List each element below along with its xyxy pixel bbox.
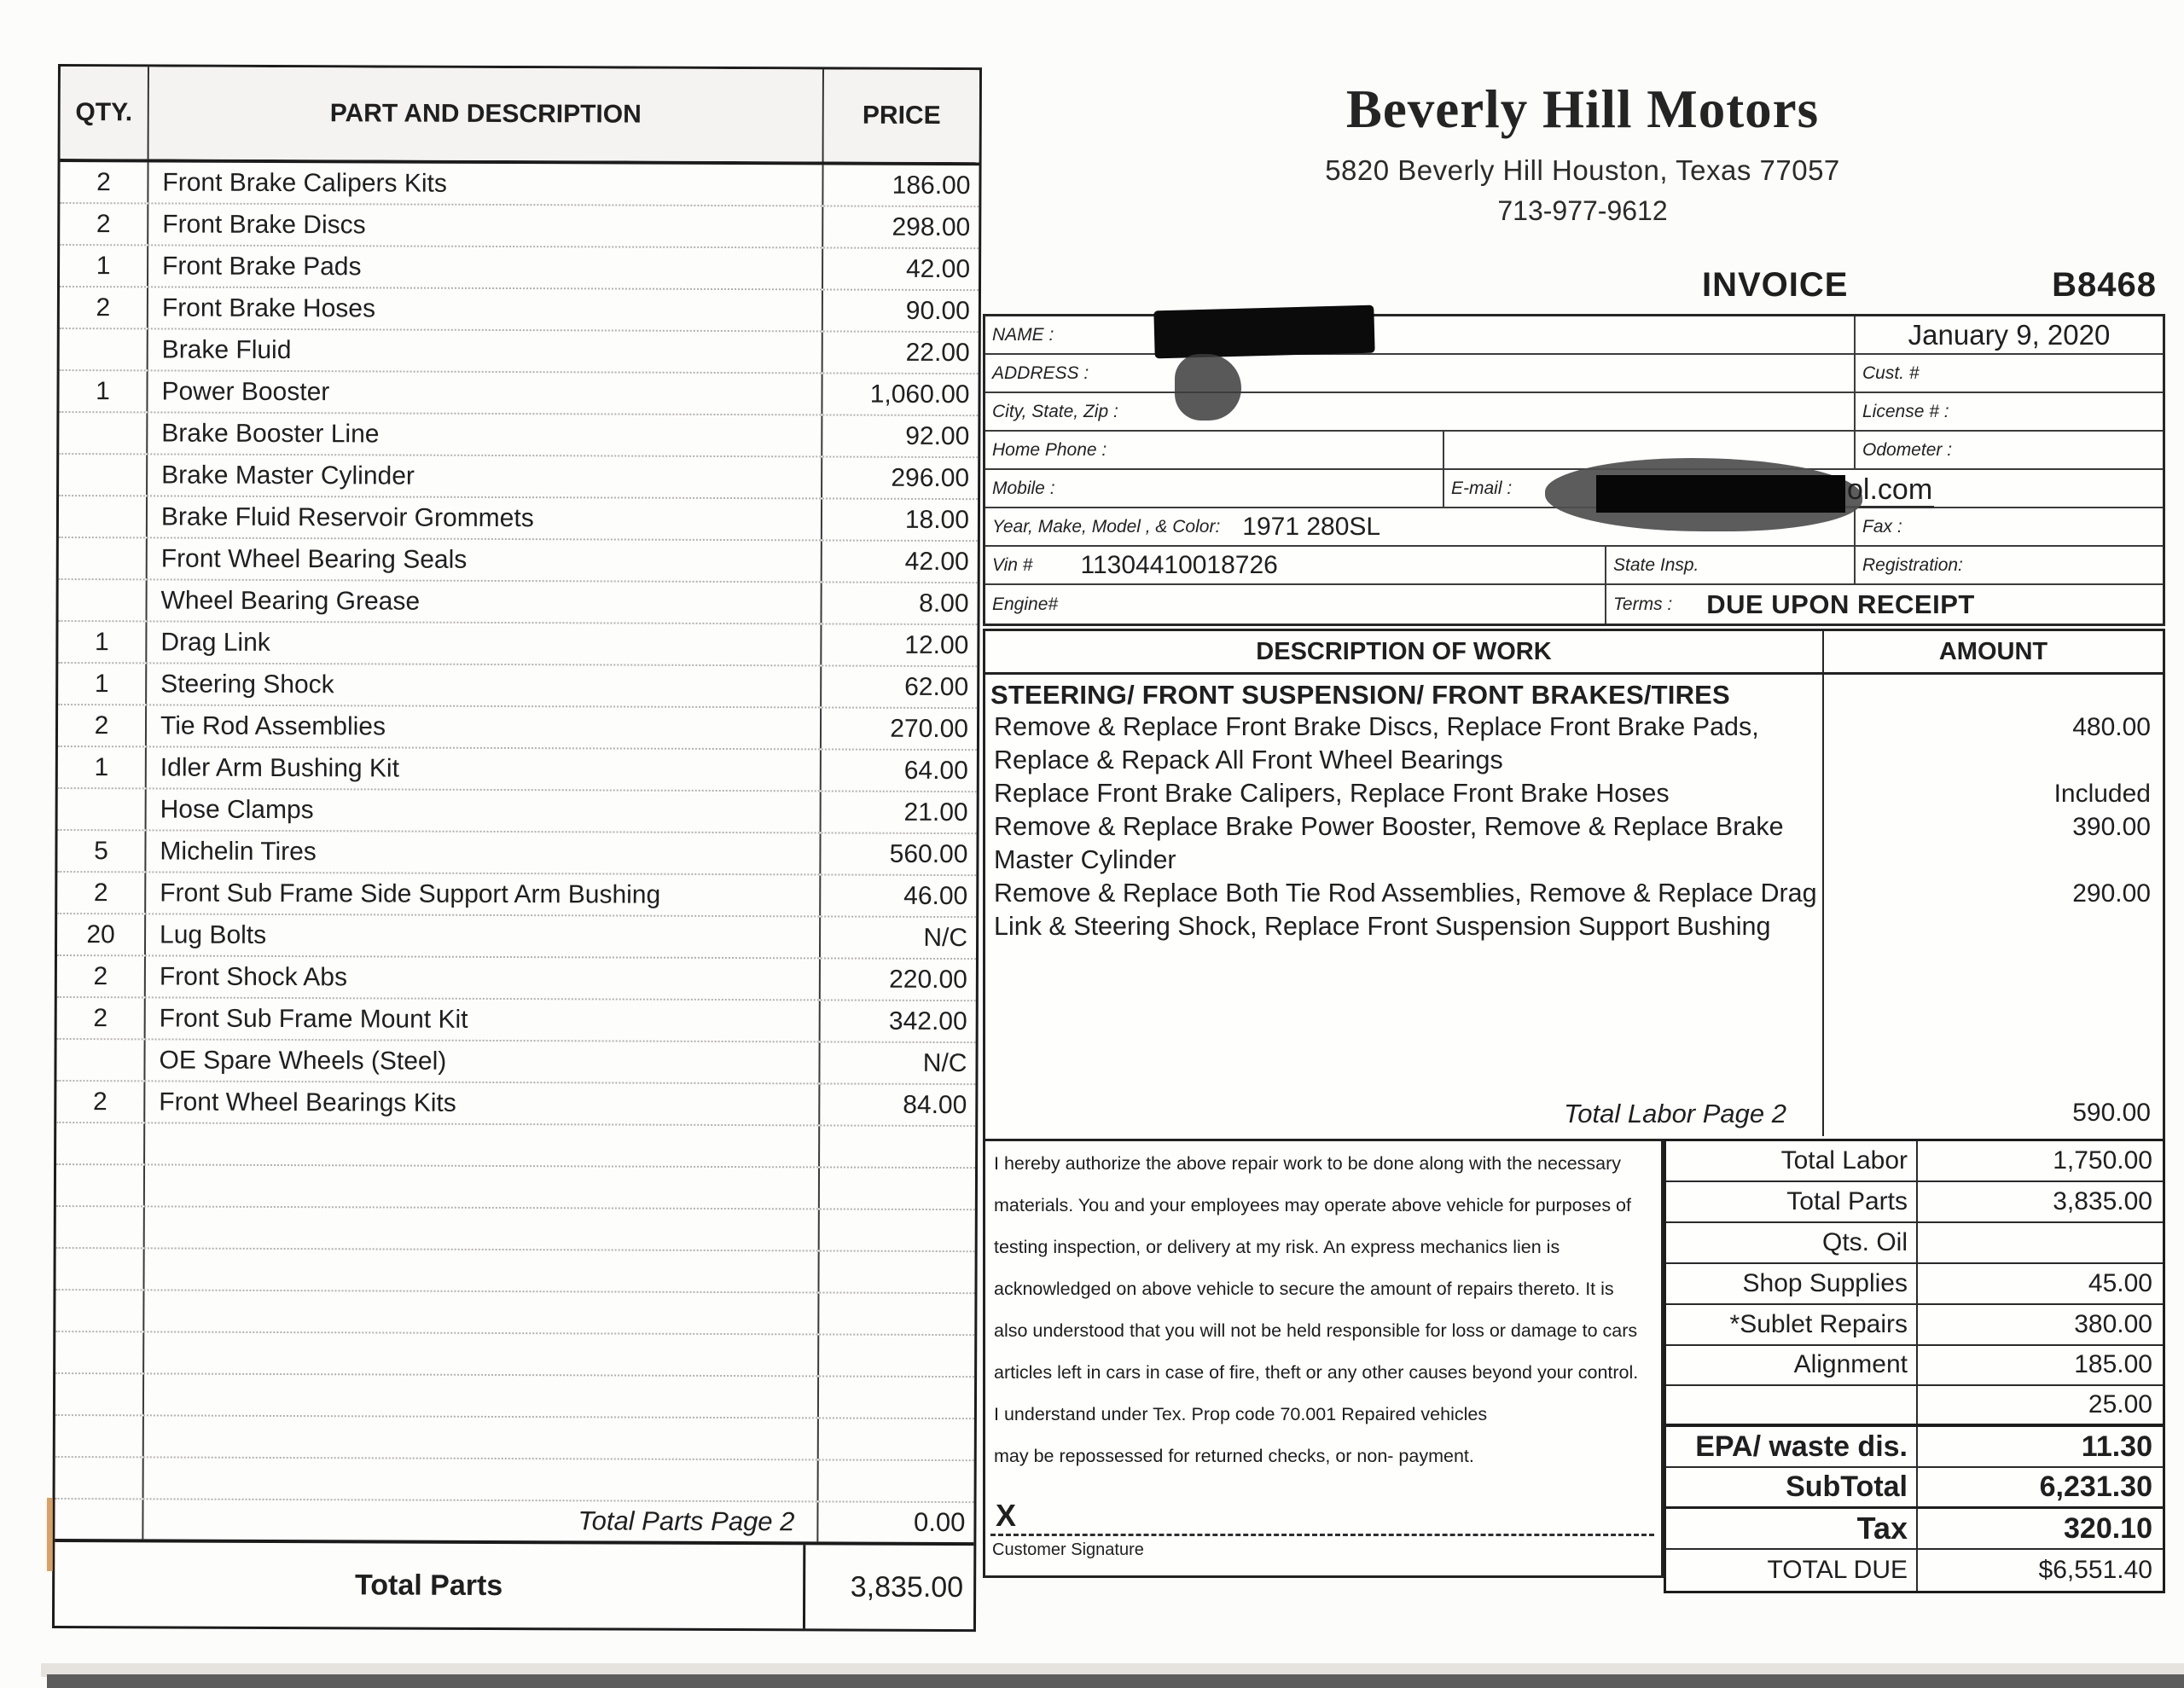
email-redaction-bar <box>1596 475 1845 513</box>
part-price: 64.00 <box>903 756 968 785</box>
part-price: 22.00 <box>905 338 970 367</box>
license-field <box>1856 393 2163 430</box>
empty-row <box>56 1165 975 1210</box>
part-price: 298.00 <box>892 212 971 241</box>
redaction-smudge <box>1175 354 1241 421</box>
description-header: PART AND DESCRIPTION <box>149 67 824 161</box>
vehicle-label: Year, Make, Model , & Color: <box>992 516 1221 537</box>
part-description: Hose Clamps <box>147 789 822 832</box>
registration-label: Registration: <box>1862 554 1963 575</box>
totals-row-amount: 6,551.40 <box>2053 1556 2152 1585</box>
work-item-amount: 480.00 <box>2072 713 2151 741</box>
part-qty <box>59 413 148 453</box>
work-section-title: STEERING/ FRONT SUSPENSION/ FRONT BRAKES/TIRES <box>990 680 1730 710</box>
authorization-line: materials. You and your employees may operate above vehicle for purposes of <box>994 1195 1631 1215</box>
part-qty: 20 <box>57 914 146 954</box>
total-parts-page2-value: 0.00 <box>914 1506 966 1538</box>
part-description: Front Brake Hoses <box>148 287 823 330</box>
totals-row <box>1666 1386 2163 1427</box>
mobile-label: Mobile : <box>992 478 1055 498</box>
name-label: NAME : <box>992 324 1054 345</box>
part-price: 46.00 <box>903 881 968 910</box>
customer-info-form <box>983 314 2165 626</box>
part-description: Front Shock Abs <box>146 956 821 999</box>
vin-field <box>985 547 1606 583</box>
part-qty: 2 <box>57 998 146 1038</box>
totals-row-amount: 11.30 <box>2081 1430 2152 1463</box>
empty-row <box>55 1332 974 1378</box>
empty-row <box>55 1249 974 1294</box>
part-qty: 2 <box>56 1082 145 1122</box>
mobile-field <box>985 470 1444 507</box>
part-qty: 1 <box>58 664 147 704</box>
empty-row <box>55 1458 974 1503</box>
terms-value: DUE UPON RECEIPT <box>1706 589 1975 619</box>
authorization-line: I understand under Tex. Prop code 70.001 Repaired vehicles <box>994 1404 1488 1424</box>
address-field <box>985 355 1856 392</box>
totals-row-value <box>1918 1386 2163 1424</box>
totals-row <box>1666 1305 2163 1346</box>
part-price: 42.00 <box>904 547 969 576</box>
totals-row-label: TOTAL DUE <box>1666 1550 1918 1591</box>
company-name: Beverly Hill Motors <box>1345 79 1820 139</box>
part-row <box>60 162 979 207</box>
state-insp-field <box>1606 547 1856 583</box>
work-table-header <box>985 631 2163 675</box>
part-price: 186.00 <box>892 171 971 200</box>
authorization-line: also understood that you will not be held responsible for loss or damage to cars <box>994 1320 1638 1341</box>
part-price: 220.00 <box>889 965 967 994</box>
company-header <box>1135 78 2030 227</box>
part-row <box>56 1040 975 1085</box>
part-price: N/C <box>923 923 968 952</box>
part-row <box>60 204 979 249</box>
part-qty: 5 <box>57 831 146 871</box>
totals-row-amount: 380.00 <box>2074 1309 2152 1338</box>
cust-number-label: Cust. # <box>1862 363 1920 383</box>
totals-row <box>1666 1509 2163 1550</box>
totals-row <box>1666 1550 2163 1591</box>
part-row <box>60 329 979 374</box>
state-insp-label: State Insp. <box>1613 554 1699 575</box>
totals-row-value <box>1918 1468 2163 1506</box>
signature-line <box>990 1534 1654 1536</box>
part-row <box>57 914 976 960</box>
engine-label: Engine# <box>992 594 1059 614</box>
parts-rows <box>56 162 979 1127</box>
invoice-title-row <box>1702 266 2157 305</box>
work-table-body <box>985 675 2163 1136</box>
part-description: Wheel Bearing Grease <box>147 580 822 623</box>
authorization-line: may be repossessed for returned checks, or non- payment. <box>994 1446 1474 1466</box>
address-label: ADDRESS : <box>992 363 1089 383</box>
amount-column-divider <box>1822 675 1824 1136</box>
authorization-text <box>985 1141 1661 1488</box>
invoice-date: January 9, 2020 <box>1908 318 2111 351</box>
amount-header: AMOUNT <box>1938 637 2048 665</box>
form-row-home-phone <box>985 432 2163 470</box>
totals-row-label <box>1666 1386 1918 1424</box>
price-header: PRICE <box>824 69 979 162</box>
part-price: 296.00 <box>891 463 970 492</box>
totals-row-label: Tax <box>1666 1509 1918 1548</box>
part-row <box>58 580 977 625</box>
terms-field <box>1606 585 2163 624</box>
scan-edge-artifact <box>47 1498 53 1571</box>
part-description: Front Wheel Bearings Kits <box>145 1082 820 1124</box>
totals-row-amount: 25.00 <box>2088 1390 2152 1419</box>
totals-row-label: Alignment <box>1666 1346 1918 1385</box>
part-qty: 1 <box>58 622 147 662</box>
authorization-line: articles left in cars in case of fire, theft or any other causes beyond your control. <box>994 1362 1639 1383</box>
totals-row-value <box>1918 1264 2163 1303</box>
part-price: 92.00 <box>905 421 970 450</box>
empty-row <box>55 1416 974 1461</box>
part-qty: 1 <box>58 747 147 787</box>
empty-row <box>56 1207 975 1252</box>
totals-row-value <box>1918 1427 2163 1466</box>
engine-field <box>985 585 1606 624</box>
part-price: N/C <box>922 1048 967 1077</box>
work-item-description: Remove & Replace Brake Power Booster, Remove & Replace Brake Master Cylinder <box>994 812 1784 874</box>
part-qty <box>60 329 148 369</box>
currency-symbol: $ <box>2038 1556 2053 1585</box>
total-parts-page2-label: Total Parts Page 2 <box>143 1499 818 1541</box>
totals-row-amount: 6,231.30 <box>2039 1470 2152 1504</box>
totals-row-value <box>1918 1550 2163 1591</box>
vin-label: Vin # <box>992 554 1033 575</box>
total-parts-value: 3,835.00 <box>850 1570 964 1604</box>
part-description: Lug Bolts <box>146 914 821 957</box>
company-address: 5820 Beverly Hill Houston, Texas 77057 <box>1325 154 1840 186</box>
part-price: 560.00 <box>889 839 968 868</box>
email-visible-text: ol.com <box>1847 473 1933 506</box>
odometer-label: Odometer : <box>1862 439 1953 460</box>
totals-row <box>1666 1141 2163 1182</box>
totals-row-value <box>1918 1305 2163 1344</box>
part-row <box>59 538 978 583</box>
authorization-line: testing inspection, or delivery at my risk. An express mechanics lien is <box>994 1237 1560 1257</box>
part-description: Drag Link <box>147 622 822 664</box>
part-qty <box>58 789 147 829</box>
totals-row-amount: 3,835.00 <box>2053 1186 2152 1215</box>
city-state-zip-label: City, State, Zip : <box>992 401 1118 421</box>
totals-table <box>1664 1139 2165 1593</box>
totals-row-label: SubTotal <box>1666 1468 1918 1506</box>
totals-row <box>1666 1427 2163 1468</box>
work-item-amount: 390.00 <box>2072 813 2151 841</box>
part-row <box>60 246 979 291</box>
email-field <box>1444 470 2163 507</box>
part-description: Michelin Tires <box>146 831 821 873</box>
fax-field <box>1856 508 2163 545</box>
part-price: 18.00 <box>904 505 970 534</box>
total-parts-row <box>55 1542 973 1629</box>
part-row <box>58 705 977 751</box>
authorization-line: I hereby authorize the above repair work to be done along with the necessary <box>994 1153 1622 1174</box>
part-price: 21.00 <box>903 798 968 827</box>
home-phone-field <box>985 432 1444 468</box>
totals-row-label: EPA/ waste dis. <box>1666 1427 1918 1466</box>
totals-row-amount: 1,750.00 <box>2053 1146 2152 1175</box>
part-price: 8.00 <box>919 589 969 618</box>
form-row-name <box>985 316 2163 355</box>
cust-number-field <box>1856 355 2163 392</box>
form-row-mobile-email <box>985 470 2163 508</box>
totals-row-value <box>1918 1182 2163 1221</box>
totals-row-value <box>1918 1509 2163 1548</box>
part-row <box>59 371 978 416</box>
totals-row-label: Total Labor <box>1666 1141 1918 1180</box>
part-qty <box>59 455 148 495</box>
part-price: 84.00 <box>903 1090 967 1119</box>
work-item-amount: 290.00 <box>2072 879 2151 908</box>
part-row <box>58 747 977 792</box>
part-description: Front Sub Frame Mount Kit <box>146 998 821 1041</box>
work-item-amount: Included <box>2053 780 2151 808</box>
parts-table <box>52 64 982 1632</box>
totals-row-label: *Sublet Repairs <box>1666 1305 1918 1344</box>
part-description: Idler Arm Bushing Kit <box>147 747 822 790</box>
totals-row-value <box>1918 1346 2163 1385</box>
part-row <box>58 664 977 709</box>
part-row <box>57 873 976 918</box>
totals-row-value <box>1918 1223 2163 1262</box>
empty-row <box>55 1291 974 1336</box>
part-description: Front Brake Calipers Kits <box>148 162 823 205</box>
work-item <box>985 877 2163 943</box>
part-qty: 2 <box>60 287 148 328</box>
work-item <box>985 777 2163 810</box>
part-row <box>58 789 977 834</box>
name-redaction <box>1153 305 1374 359</box>
part-qty: 1 <box>60 246 148 286</box>
part-price: 342.00 <box>888 1006 967 1035</box>
license-label: License # : <box>1862 401 1949 421</box>
part-price: 270.00 <box>890 714 969 743</box>
work-item-description: Remove & Replace Front Brake Discs, Replace Front Brake Pads, Replace & Repack All Front Wheel Bearings <box>994 712 1759 774</box>
work-item-description: Replace Front Brake Calipers, Replace Front Brake Hoses <box>994 779 1670 808</box>
part-row <box>58 622 977 667</box>
part-price: 42.00 <box>905 254 971 283</box>
part-row <box>57 956 976 1001</box>
part-row <box>59 496 978 542</box>
totals-row <box>1666 1182 2163 1223</box>
part-row <box>59 413 978 458</box>
totals-row <box>1666 1346 2163 1387</box>
totals-row-amount: 185.00 <box>2074 1350 2152 1379</box>
part-description: Power Booster <box>148 371 822 414</box>
form-row-vin <box>985 547 2163 585</box>
part-description: Brake Master Cylinder <box>148 455 822 497</box>
part-description: Brake Booster Line <box>148 413 822 455</box>
customer-signature-label: Customer Signature <box>992 1540 1144 1559</box>
part-qty <box>58 580 147 620</box>
part-qty: 2 <box>57 956 146 996</box>
invoice-number: B8468 <box>2052 266 2157 304</box>
part-qty <box>59 496 148 537</box>
terms-label: Terms : <box>1613 594 1673 614</box>
total-labor-page2-label: Total Labor Page 2 <box>1564 1099 1786 1128</box>
total-labor-page2-row <box>985 1099 2163 1129</box>
authorization-box <box>983 1139 1664 1578</box>
part-description: Front Brake Pads <box>148 246 823 288</box>
part-qty: 2 <box>60 162 148 202</box>
home-phone-label: Home Phone : <box>992 439 1107 460</box>
vin-value: 11304410018726 <box>1080 550 1278 579</box>
totals-row <box>1666 1223 2163 1264</box>
part-price: 62.00 <box>904 672 969 701</box>
work-item <box>985 810 2163 877</box>
empty-row <box>55 1374 974 1419</box>
part-description: OE Spare Wheels (Steel) <box>145 1040 820 1082</box>
email-label: E-mail : <box>1451 478 1513 498</box>
part-description: Steering Shock <box>147 664 822 706</box>
empty-row <box>56 1123 975 1169</box>
part-row <box>57 831 976 876</box>
work-item-description: Remove & Replace Both Tie Rod Assemblies, Remove & Replace Drag Link & Steering Shock, Replace Front Suspension Support Bushing <box>994 879 1817 941</box>
registration-field <box>1856 547 2163 583</box>
vehicle-value: 1971 280SL <box>1242 512 1381 541</box>
scan-edge-dark-band <box>47 1674 2184 1688</box>
signature-x-mark: X <box>996 1498 1017 1533</box>
totals-row <box>1666 1468 2163 1509</box>
work-items <box>985 711 2163 943</box>
part-qty: 2 <box>60 204 148 244</box>
totals-row-amount: 45.00 <box>2088 1268 2152 1297</box>
part-qty: 1 <box>59 371 148 411</box>
part-description: Tie Rod Assemblies <box>147 705 822 748</box>
total-parts-label: Total Parts <box>55 1542 805 1628</box>
city-state-zip-field <box>985 393 1856 430</box>
totals-row-label: Total Parts <box>1666 1182 1918 1221</box>
part-description: Front Wheel Bearing Seals <box>148 538 822 581</box>
totals-row-value <box>1918 1141 2163 1180</box>
company-phone: 713-977-9612 <box>1497 195 1668 226</box>
totals-row-amount: 320.10 <box>2064 1511 2152 1545</box>
part-price: 12.00 <box>904 630 969 659</box>
part-row <box>59 455 978 500</box>
total-labor-page2-value: 590.00 <box>2072 1099 2151 1127</box>
form-row-city <box>985 393 2163 432</box>
name-field <box>985 316 1856 353</box>
part-price: 1,060.00 <box>869 380 970 409</box>
part-qty <box>56 1040 145 1080</box>
work-table <box>983 629 2165 1144</box>
part-qty: 2 <box>58 705 147 745</box>
part-description: Brake Fluid Reservoir Grommets <box>148 496 822 539</box>
form-row-engine-terms <box>985 585 2163 624</box>
totals-row-label: Qts. Oil <box>1666 1223 1918 1262</box>
authorization-line: acknowledged on above vehicle to secure the amount of repairs thereto. It is <box>994 1279 1614 1299</box>
total-parts-page2-row <box>55 1499 973 1546</box>
totals-row-label: Shop Supplies <box>1666 1264 1918 1303</box>
part-description: Front Brake Discs <box>148 204 823 247</box>
totals-row <box>1666 1264 2163 1305</box>
work-item <box>985 711 2163 777</box>
form-row-address <box>985 355 2163 393</box>
invoice-label: INVOICE <box>1702 266 1849 304</box>
part-qty: 2 <box>57 873 146 913</box>
odometer-field <box>1856 432 2163 468</box>
part-row <box>60 287 979 333</box>
work-description-header: DESCRIPTION OF WORK <box>985 631 1824 672</box>
part-price: 90.00 <box>905 296 970 325</box>
parts-table-header <box>61 67 979 165</box>
fax-label: Fax : <box>1862 516 1902 537</box>
part-description: Front Sub Frame Side Support Arm Bushing <box>146 873 821 915</box>
part-description: Brake Fluid <box>148 329 823 372</box>
qty-header: QTY. <box>61 67 149 159</box>
part-row <box>56 1082 975 1127</box>
part-row <box>57 998 976 1043</box>
part-qty <box>59 538 148 578</box>
